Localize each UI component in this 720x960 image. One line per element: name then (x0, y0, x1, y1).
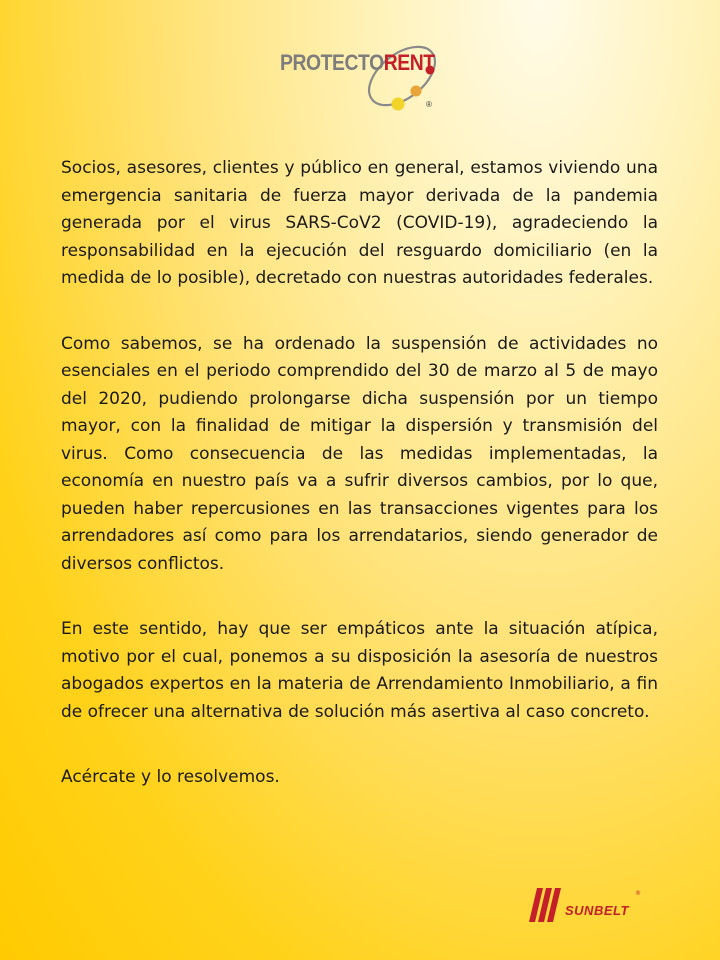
closing-line: Acércate y lo resolvemos. (61, 767, 280, 787)
registered-mark: ® (635, 890, 641, 897)
paragraph: Socios, asesores, clientes y público en general, estamos viviendo una emergencia sanitaria de fuerza mayor derivada de la pandemia generada por el virus SARS-CoV2 (COVID-19), agradeciendo la responsabilidad en la ejecución del resguardo domiciliario (en la medida de lo posible), decretado con nuestras autoridades federales. (61, 158, 658, 288)
sunbelt-stripes-icon (527, 886, 567, 926)
protectorent-logo (280, 40, 450, 115)
letter-body (61, 155, 658, 792)
sunbelt-logo (527, 886, 647, 926)
registered-mark: ® (426, 100, 432, 109)
paragraph: En este sentido, hay que ser empáticos ante la situación atípica, motivo por el cual, ponemos a su disposición la asesoría de nuestros abogados expertos en la materia de Arrendamiento Inmobiliario, a fin de ofrecer una alternativa de solución más asertiva al caso concreto. (61, 619, 658, 722)
sunbelt-wordmark: SUNBELT (565, 903, 629, 918)
protectorent-wordmark: PROTECTORENT (280, 50, 435, 75)
paragraph: Como sabemos, se ha ordenado la suspensión de actividades no esenciales en el periodo comprendido del 30 de marzo al 5 de mayo del 2020, pudiendo prolongarse dicha suspensión por un tiempo mayor, con la finalidad de mitigar la dispersión y transmisión del virus. Como consecuencia de las medidas implementadas, la economía en nuestro país va a sufrir diversos cambios, por lo que, pueden haber repercusiones en las transacciones vigentes para los arrendadores así como para los arrendatarios, siendo generador de diversos conflictos. (61, 333, 658, 574)
